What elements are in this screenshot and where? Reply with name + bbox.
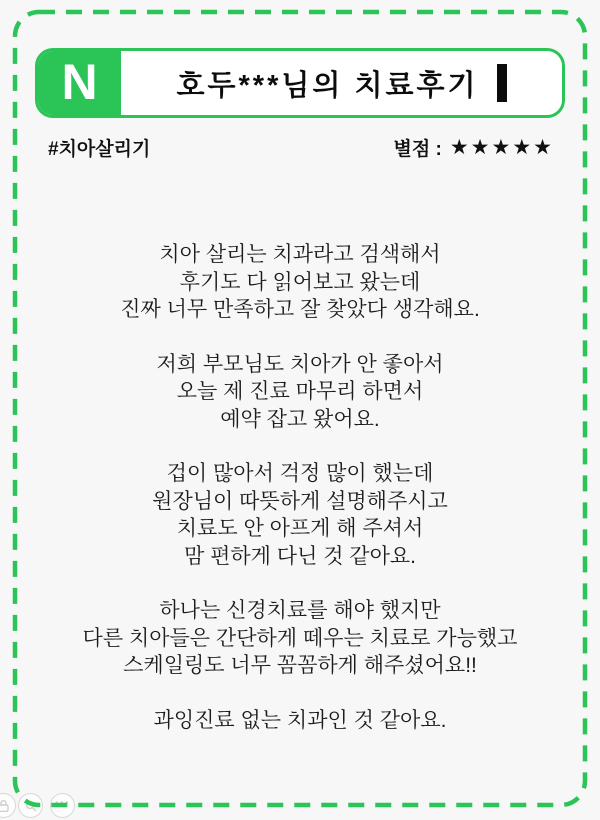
- review-line: 후기도 다 읽어보고 왔는데: [179, 270, 421, 294]
- meta-row: [48, 134, 554, 161]
- rating-label: 별점 :: [393, 139, 442, 160]
- rating-stars: ★★★★★: [449, 136, 554, 159]
- review-line: 과잉진료 없는 치과인 것 같아요.: [153, 708, 447, 732]
- search-icon[interactable]: [18, 793, 43, 818]
- review-line: 원장님이 따뜻하게 설명해주시고: [152, 489, 448, 513]
- review-line: 오늘 제 진료 마무리 하면서: [176, 380, 424, 403]
- naver-logo-letter: N: [61, 54, 98, 110]
- search-query-area[interactable]: [121, 51, 562, 115]
- more-dots: •••: [54, 797, 70, 809]
- hashtag-label: #치아살리기: [48, 139, 151, 160]
- review-line: 맘 편하게 다닌 것 같아요.: [183, 544, 417, 568]
- page-title: 호두***님의 치료후기: [176, 69, 479, 102]
- more-icon[interactable]: [50, 793, 75, 818]
- search-bar[interactable]: [35, 48, 565, 118]
- review-line: 스케일링도 너무 꼼꼼하게 해주셨어요!!: [123, 654, 477, 677]
- review-line: 예약 잡고 왔어요.: [220, 407, 380, 431]
- star-rating: [394, 134, 554, 161]
- lock-icon[interactable]: [0, 793, 16, 818]
- review-line: 진짜 너무 만족하고 잘 찾았다 생각해요.: [120, 298, 480, 321]
- naver-logo: [38, 51, 121, 115]
- review-line: 다른 치아들은 간단하게 떼우는 치료로 가능했고: [82, 626, 518, 650]
- review-line: 하나는 신경치료를 해야 했지만: [159, 599, 441, 622]
- review-line: 겁이 많아서 걱정 많이 했는데: [166, 462, 434, 485]
- review-body: [20, 214, 580, 755]
- text-cursor-icon: [497, 64, 507, 102]
- review-line: 저희 부모님도 치아가 안 좋아서: [156, 352, 444, 376]
- review-line: 치료도 안 아프게 해 주셔서: [176, 517, 424, 540]
- review-line: 치아 살리는 치과라고 검색해서: [159, 243, 441, 266]
